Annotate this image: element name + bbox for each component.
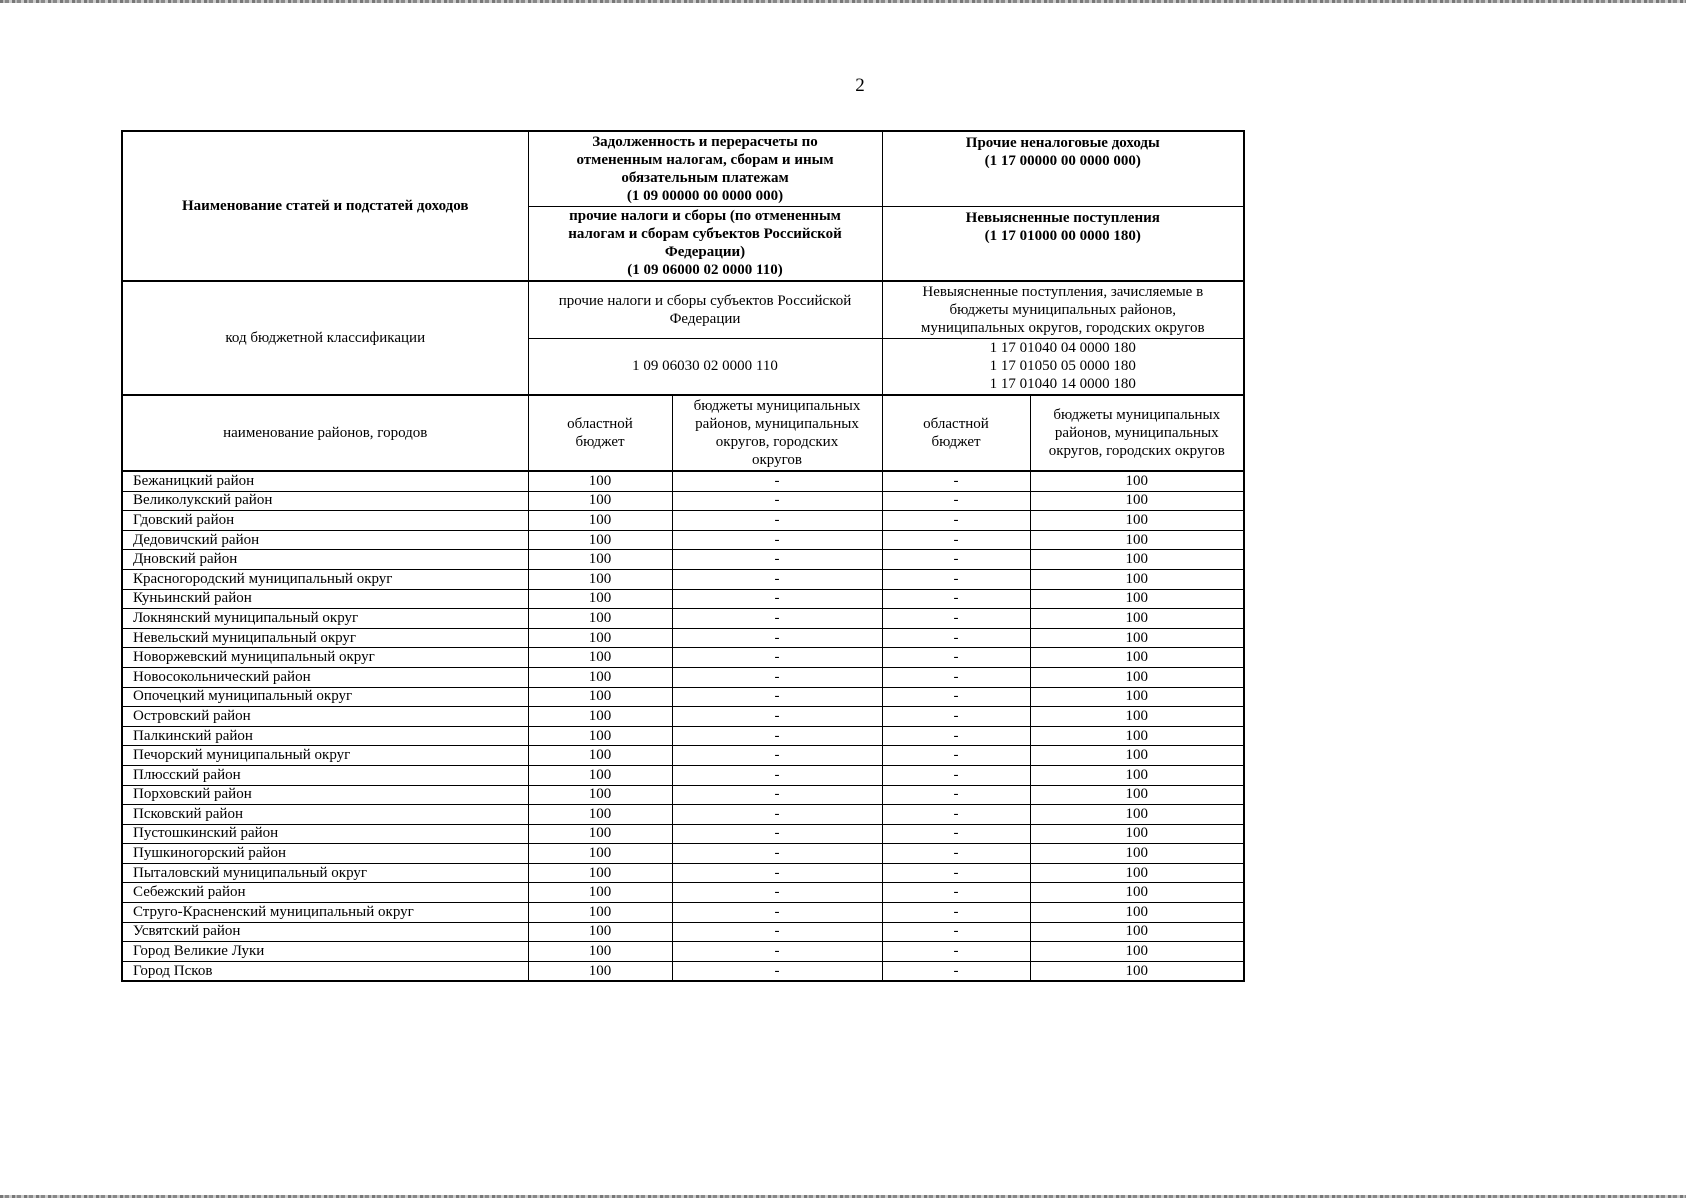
g1-regional-value: 100 (528, 961, 672, 981)
district-name-cell: Великолукский район (122, 491, 528, 511)
g2-municipal-value: 100 (1030, 550, 1244, 570)
g1-regional-value: 100 (528, 648, 672, 668)
g1-regional-value: 100 (528, 863, 672, 883)
district-name-cell: Опочецкий муниципальный округ (122, 687, 528, 707)
g2-municipal-value: 100 (1030, 687, 1244, 707)
g1-regional-value: 100 (528, 903, 672, 923)
g1-municipal-value: - (672, 844, 882, 864)
g1-municipal-value: - (672, 883, 882, 903)
table-row (122, 648, 1244, 668)
g2-municipal-value: 100 (1030, 609, 1244, 629)
g1-regional-value: 100 (528, 942, 672, 962)
g2-municipal-value: 100 (1030, 667, 1244, 687)
col-header-g2-municipal: бюджеты муниципальных районов, муниципальных округов, городских округов (1030, 395, 1244, 471)
g2-regional-value: - (882, 491, 1030, 511)
g1-municipal-value: - (672, 589, 882, 609)
g1-regional-value: 100 (528, 805, 672, 825)
g1-regional-value: 100 (528, 550, 672, 570)
g1-municipal-value: - (672, 765, 882, 785)
table-row (122, 883, 1244, 903)
col-header-g2-regional: областной бюджет (882, 395, 1030, 471)
g2-regional-value: - (882, 903, 1030, 923)
g1-regional-value: 100 (528, 530, 672, 550)
g1-municipal-value: - (672, 726, 882, 746)
g2-municipal-value: 100 (1030, 726, 1244, 746)
table-row (122, 726, 1244, 746)
g2-municipal-value: 100 (1030, 530, 1244, 550)
header-group2-subtitle: Невыясненные поступления (1 17 01000 00 0000 180) (882, 206, 1244, 281)
table-row (122, 785, 1244, 805)
table-row (122, 550, 1244, 570)
page-number: 2 (855, 75, 865, 96)
g2-regional-value: - (882, 863, 1030, 883)
table-row (122, 530, 1244, 550)
g1-municipal-value: - (672, 863, 882, 883)
g1-municipal-value: - (672, 530, 882, 550)
district-name-cell: Островский район (122, 707, 528, 727)
g1-regional-value: 100 (528, 511, 672, 531)
g2-municipal-value: 100 (1030, 785, 1244, 805)
table-row (122, 687, 1244, 707)
g2-regional-value: - (882, 922, 1030, 942)
district-name-cell: Псковский район (122, 805, 528, 825)
g1-municipal-value: - (672, 667, 882, 687)
kbk-group2-description: Невыясненные поступления, зачисляемые в бюджеты муниципальных районов, муниципальных округов, городских округов (882, 281, 1244, 338)
g1-regional-value: 100 (528, 922, 672, 942)
district-name-cell: Плюсский район (122, 765, 528, 785)
district-name-cell: Красногородский муниципальный округ (122, 569, 528, 589)
districts-label: наименование районов, городов (122, 395, 528, 471)
g1-regional-value: 100 (528, 471, 672, 491)
g1-regional-value: 100 (528, 707, 672, 727)
g2-municipal-value: 100 (1030, 569, 1244, 589)
district-name-cell: Куньинский район (122, 589, 528, 609)
g2-municipal-value: 100 (1030, 471, 1244, 491)
district-name-cell: Локнянский муниципальный округ (122, 609, 528, 629)
g2-regional-value: - (882, 765, 1030, 785)
district-name-cell: Дновский район (122, 550, 528, 570)
table-row (122, 569, 1244, 589)
header-group1-title: Задолженность и перерасчеты по отмененным налогам, сборам и иным обязательным платежам (1 09 00000 00 0000 000) (528, 131, 882, 206)
district-name-cell: Порховский район (122, 785, 528, 805)
g2-regional-value: - (882, 530, 1030, 550)
district-name-cell: Город Псков (122, 961, 528, 981)
g1-regional-value: 100 (528, 726, 672, 746)
g1-regional-value: 100 (528, 883, 672, 903)
district-name-cell: Пустошкинский район (122, 824, 528, 844)
table-row (122, 765, 1244, 785)
g2-regional-value: - (882, 471, 1030, 491)
g2-regional-value: - (882, 726, 1030, 746)
table-row (122, 961, 1244, 981)
g2-municipal-value: 100 (1030, 805, 1244, 825)
district-name-cell: Себежский район (122, 883, 528, 903)
district-name-cell: Новоржевский муниципальный округ (122, 648, 528, 668)
g2-municipal-value: 100 (1030, 746, 1244, 766)
g1-municipal-value: - (672, 550, 882, 570)
district-name-cell: Усвятский район (122, 922, 528, 942)
g2-regional-value: - (882, 785, 1030, 805)
g2-regional-value: - (882, 569, 1030, 589)
g1-regional-value: 100 (528, 746, 672, 766)
kbk-group1-description: прочие налоги и сборы субъектов Российской Федерации (528, 281, 882, 338)
table-row (122, 609, 1244, 629)
g2-regional-value: - (882, 589, 1030, 609)
g2-regional-value: - (882, 883, 1030, 903)
district-name-cell: Дедовичский район (122, 530, 528, 550)
g2-municipal-value: 100 (1030, 863, 1244, 883)
header-group2-title: Прочие неналоговые доходы (1 17 00000 00 0000 000) (882, 131, 1244, 206)
g2-regional-value: - (882, 961, 1030, 981)
g1-regional-value: 100 (528, 844, 672, 864)
g2-regional-value: - (882, 609, 1030, 629)
g2-municipal-value: 100 (1030, 491, 1244, 511)
g2-regional-value: - (882, 667, 1030, 687)
table-row (122, 746, 1244, 766)
header-articles-label: Наименование статей и подстатей доходов (122, 131, 528, 281)
district-name-cell: Палкинский район (122, 726, 528, 746)
g2-municipal-value: 100 (1030, 922, 1244, 942)
g1-regional-value: 100 (528, 609, 672, 629)
table-row (122, 824, 1244, 844)
g1-municipal-value: - (672, 961, 882, 981)
g1-municipal-value: - (672, 922, 882, 942)
g1-municipal-value: - (672, 942, 882, 962)
kbk-label: код бюджетной классификации (122, 281, 528, 395)
table-row (122, 589, 1244, 609)
table-row (122, 628, 1244, 648)
scan-edge-top (0, 0, 1686, 3)
g2-regional-value: - (882, 550, 1030, 570)
g2-municipal-value: 100 (1030, 942, 1244, 962)
table-row (122, 863, 1244, 883)
g2-regional-value: - (882, 942, 1030, 962)
table-row (122, 471, 1244, 491)
g1-municipal-value: - (672, 628, 882, 648)
g1-municipal-value: - (672, 648, 882, 668)
district-name-cell: Пушкиногорский район (122, 844, 528, 864)
g2-municipal-value: 100 (1030, 648, 1244, 668)
scan-edge-bottom (0, 1195, 1686, 1198)
g1-municipal-value: - (672, 491, 882, 511)
district-name-cell: Струго-Красненский муниципальный округ (122, 903, 528, 923)
g2-municipal-value: 100 (1030, 961, 1244, 981)
g1-municipal-value: - (672, 471, 882, 491)
g1-regional-value: 100 (528, 687, 672, 707)
header-group1-subtitle: прочие налоги и сборы (по отмененным налогам и сборам субъектов Российской Федерации) (1 09 06000 02 0000 110) (528, 206, 882, 281)
g1-regional-value: 100 (528, 491, 672, 511)
g1-municipal-value: - (672, 824, 882, 844)
table-row (122, 903, 1244, 923)
g1-municipal-value: - (672, 687, 882, 707)
g1-municipal-value: - (672, 511, 882, 531)
col-header-g1-municipal: бюджеты муниципальных районов, муниципальных округов, городских округов (672, 395, 882, 471)
g2-regional-value: - (882, 511, 1030, 531)
table-row (122, 707, 1244, 727)
g1-regional-value: 100 (528, 589, 672, 609)
district-name-cell: Пыталовский муниципальный округ (122, 863, 528, 883)
table-row (122, 922, 1244, 942)
g1-regional-value: 100 (528, 765, 672, 785)
district-name-cell: Гдовский район (122, 511, 528, 531)
g2-municipal-value: 100 (1030, 589, 1244, 609)
g1-municipal-value: - (672, 746, 882, 766)
table-row (122, 942, 1244, 962)
g2-regional-value: - (882, 687, 1030, 707)
district-name-cell: Новосокольнический район (122, 667, 528, 687)
g2-regional-value: - (882, 844, 1030, 864)
g2-regional-value: - (882, 746, 1030, 766)
g2-municipal-value: 100 (1030, 903, 1244, 923)
g1-municipal-value: - (672, 609, 882, 629)
g2-municipal-value: 100 (1030, 844, 1244, 864)
g2-municipal-value: 100 (1030, 628, 1244, 648)
g2-municipal-value: 100 (1030, 707, 1244, 727)
g1-regional-value: 100 (528, 785, 672, 805)
g1-municipal-value: - (672, 785, 882, 805)
district-name-cell: Печорский муниципальный округ (122, 746, 528, 766)
g1-municipal-value: - (672, 903, 882, 923)
g2-municipal-value: 100 (1030, 765, 1244, 785)
table-row (122, 667, 1244, 687)
g2-regional-value: - (882, 648, 1030, 668)
kbk-group1-code: 1 09 06030 02 0000 110 (528, 338, 882, 395)
district-name-cell: Невельский муниципальный округ (122, 628, 528, 648)
g1-municipal-value: - (672, 805, 882, 825)
table-row (122, 511, 1244, 531)
kbk-group2-codes: 1 17 01040 04 0000 180 1 17 01050 05 0000 180 1 17 01040 14 0000 180 (882, 338, 1244, 395)
g1-regional-value: 100 (528, 628, 672, 648)
g2-municipal-value: 100 (1030, 883, 1244, 903)
g1-regional-value: 100 (528, 667, 672, 687)
g1-municipal-value: - (672, 569, 882, 589)
g2-regional-value: - (882, 805, 1030, 825)
g2-regional-value: - (882, 824, 1030, 844)
district-name-cell: Город Великие Луки (122, 942, 528, 962)
table-row (122, 844, 1244, 864)
g1-regional-value: 100 (528, 824, 672, 844)
district-name-cell: Бежаницкий район (122, 471, 528, 491)
budget-allocation-table (121, 130, 1245, 982)
g2-municipal-value: 100 (1030, 824, 1244, 844)
g2-regional-value: - (882, 628, 1030, 648)
table-row (122, 805, 1244, 825)
g1-municipal-value: - (672, 707, 882, 727)
table-row (122, 491, 1244, 511)
g2-municipal-value: 100 (1030, 511, 1244, 531)
g2-regional-value: - (882, 707, 1030, 727)
col-header-g1-regional: областной бюджет (528, 395, 672, 471)
g1-regional-value: 100 (528, 569, 672, 589)
